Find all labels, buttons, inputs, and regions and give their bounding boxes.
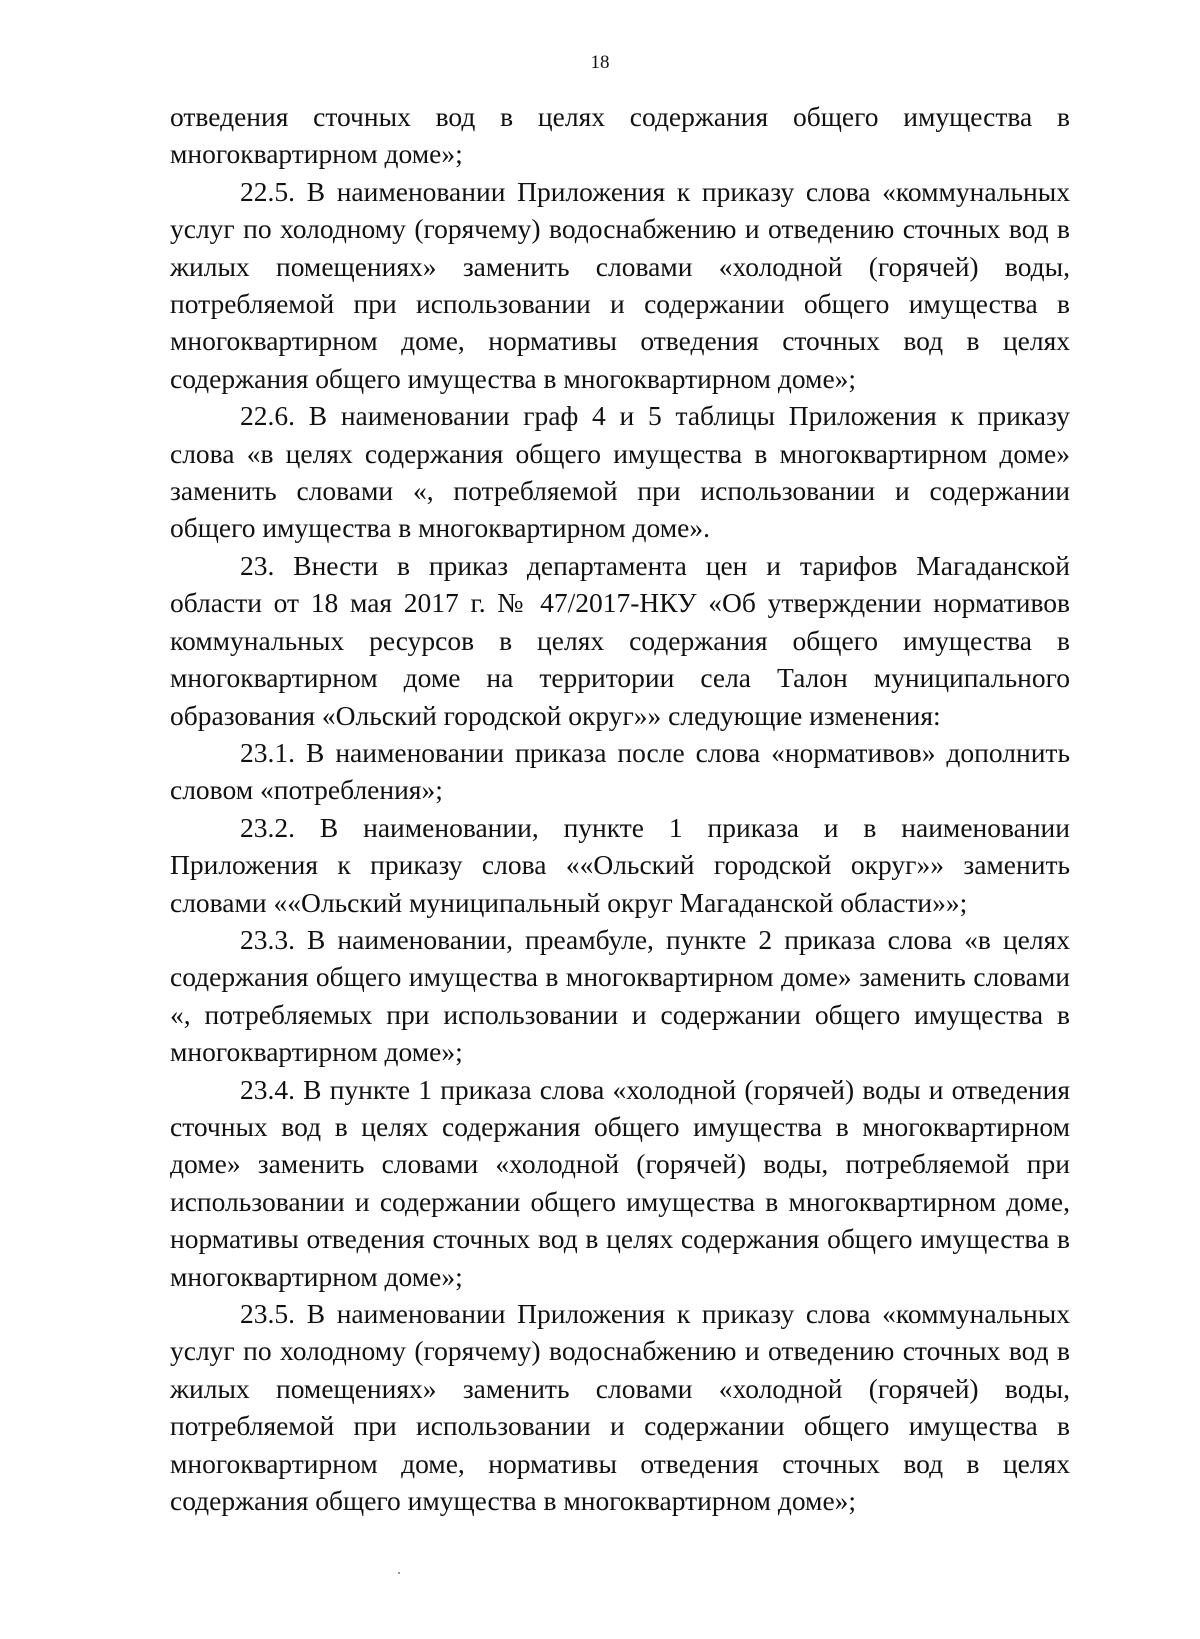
scan-speck [398,1572,400,1574]
page-number: 18 [590,52,610,73]
paragraph-22-6: 22.6. В наименовании граф 4 и 5 таблицы Приложения к приказу слова «в целях содержания общего имущества в многоквартирном доме» заменить словами «, потребляемой при использовании и содержании общего имущества в многоквартирном доме». [170,400,1070,544]
paragraph-23-5: 23.5. В наименовании Приложения к приказу слова «коммунальных услуг по холодному (горячему) водоснабжению и отведению сточных вод в жилых помещениях» заменить словами «холодной (горячей) воды, потребляемой при использовании и содержании общего имущества в многоквартирном доме, нормативы отведения сточных вод в целях содержания общего имущества в многоквартирном доме»; [170,1298,1070,1517]
paragraph-23: 23. Внести в приказ департамента цен и тарифов Магаданской области от 18 мая 2017 г. № 47/2017-НКУ «Об утверждении нормативов коммунальных ресурсов в целях содержания общего имущества в многоквартирном доме на территории села Талон муниципального образования «Ольский городской округ»» следующие изменения: [170,549,1070,731]
paragraph-23-2: 23.2. В наименовании, пункте 1 приказа и в наименовании Приложения к приказу слова ««Ольский городской округ»» заменить словами ««Ольский муниципальный округ Магаданской области»»; [170,811,1070,918]
paragraph-22-5: 22.5. В наименовании Приложения к приказу слова «коммунальных услуг по холодному (горячему) водоснабжению и отведению сточных вод в жилых помещениях» заменить словами «холодной (горячей) воды, потребляемой при использовании и содержании общего имущества в многоквартирном доме, нормативы отведения сточных вод в целях содержания общего имущества в многоквартирном доме»; [170,175,1070,394]
paragraph-23-3: 23.3. В наименовании, преамбуле, пункте 2 приказа слова «в целях содержания общего имущества в многоквартирном доме» заменить словами «, потребляемых при использовании и содержании общего имущества в многоквартирном доме»; [170,923,1070,1068]
document-body [170,98,1070,1519]
paragraph-continuation: отведения сточных вод в целях содержания общего имущества в многоквартирном доме»; [170,101,1070,170]
paragraph-23-1: 23.1. В наименовании приказа после слова «нормативов» дополнить словом «потребления»; [170,736,1070,806]
paragraph-23-4: 23.4. В пункте 1 приказа слова «холодной (горячей) воды и отведения сточных вод в целях содержания общего имущества в многоквартирном доме» заменить словами «холодной (горячей) воды, потребляемой при использовании и содержании общего имущества в многоквартирном доме, нормативы отведения сточных вод в целях содержания общего имущества в многоквартирном доме»; [170,1073,1070,1292]
